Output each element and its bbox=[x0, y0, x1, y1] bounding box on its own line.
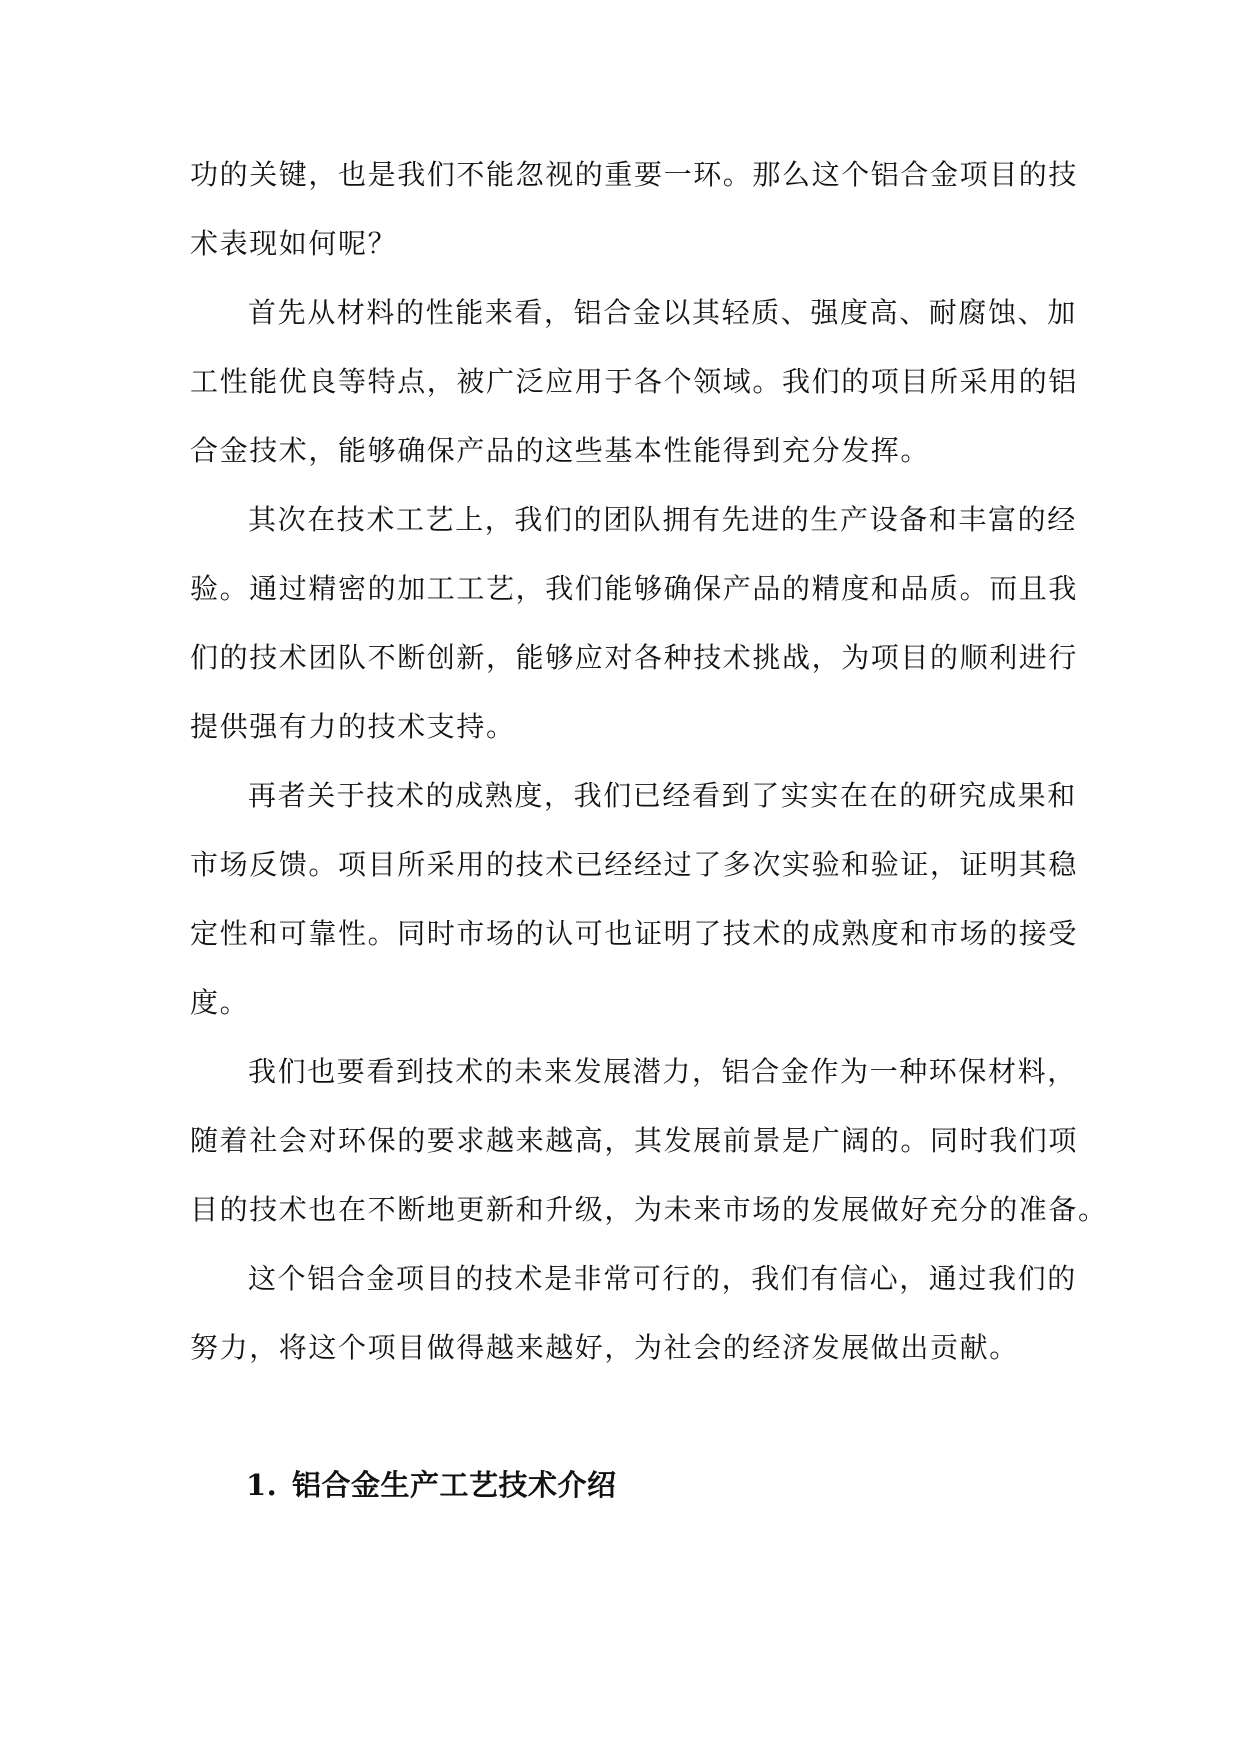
text-line: 这个铝合金项目的技术是非常可行的，我们有信心，通过我们的 bbox=[248, 1262, 1077, 1295]
text-line: 度。 bbox=[190, 986, 250, 1019]
text-line: 合金技术，能够确保产品的这些基本性能得到充分发挥。 bbox=[190, 434, 931, 467]
paragraph bbox=[190, 485, 1079, 761]
paragraph bbox=[190, 1244, 1077, 1382]
paragraph bbox=[190, 761, 1079, 1037]
body-text bbox=[190, 140, 1108, 1382]
section-title: 铝合金生产工艺技术介绍 bbox=[292, 1468, 617, 1502]
text-line: 定性和可靠性。同时市场的认可也证明了技术的成熟度和市场的接受 bbox=[190, 917, 1079, 950]
text-line: 目的技术也在不断地更新和升级，为未来市场的发展做好充分的准备。 bbox=[190, 1193, 1108, 1226]
text-line: 提供强有力的技术支持。 bbox=[190, 710, 516, 743]
paragraph bbox=[190, 1037, 1108, 1244]
section-number: 1. bbox=[246, 1468, 278, 1502]
paragraph bbox=[190, 278, 1079, 485]
text-line: 随着社会对环保的要求越来越高，其发展前景是广阔的。同时我们项 bbox=[190, 1124, 1079, 1157]
text-line: 我们也要看到技术的未来发展潜力，铝合金作为一种环保材料， bbox=[248, 1055, 1077, 1088]
section-heading bbox=[246, 1463, 617, 1507]
text-line: 其次在技术工艺上，我们的团队拥有先进的生产设备和丰富的经 bbox=[248, 503, 1077, 536]
text-line: 功的关键，也是我们不能忽视的重要一环。那么这个铝合金项目的技 bbox=[190, 158, 1079, 191]
text-line: 努力，将这个项目做得越来越好，为社会的经济发展做出贡献。 bbox=[190, 1331, 1019, 1364]
text-line: 工性能优良等特点，被广泛应用于各个领域。我们的项目所采用的铝 bbox=[190, 365, 1079, 398]
text-line: 术表现如何呢？ bbox=[190, 227, 398, 260]
text-line: 验。通过精密的加工工艺，我们能够确保产品的精度和品质。而且我 bbox=[190, 572, 1079, 605]
text-line: 首先从材料的性能来看，铝合金以其轻质、强度高、耐腐蚀、加 bbox=[248, 296, 1077, 329]
text-line: 们的技术团队不断创新，能够应对各种技术挑战，为项目的顺利进行 bbox=[190, 641, 1079, 674]
text-line: 再者关于技术的成熟度，我们已经看到了实实在在的研究成果和 bbox=[248, 779, 1077, 812]
text-line: 市场反馈。项目所采用的技术已经经过了多次实验和验证，证明其稳 bbox=[190, 848, 1079, 881]
paragraph bbox=[190, 140, 1079, 278]
